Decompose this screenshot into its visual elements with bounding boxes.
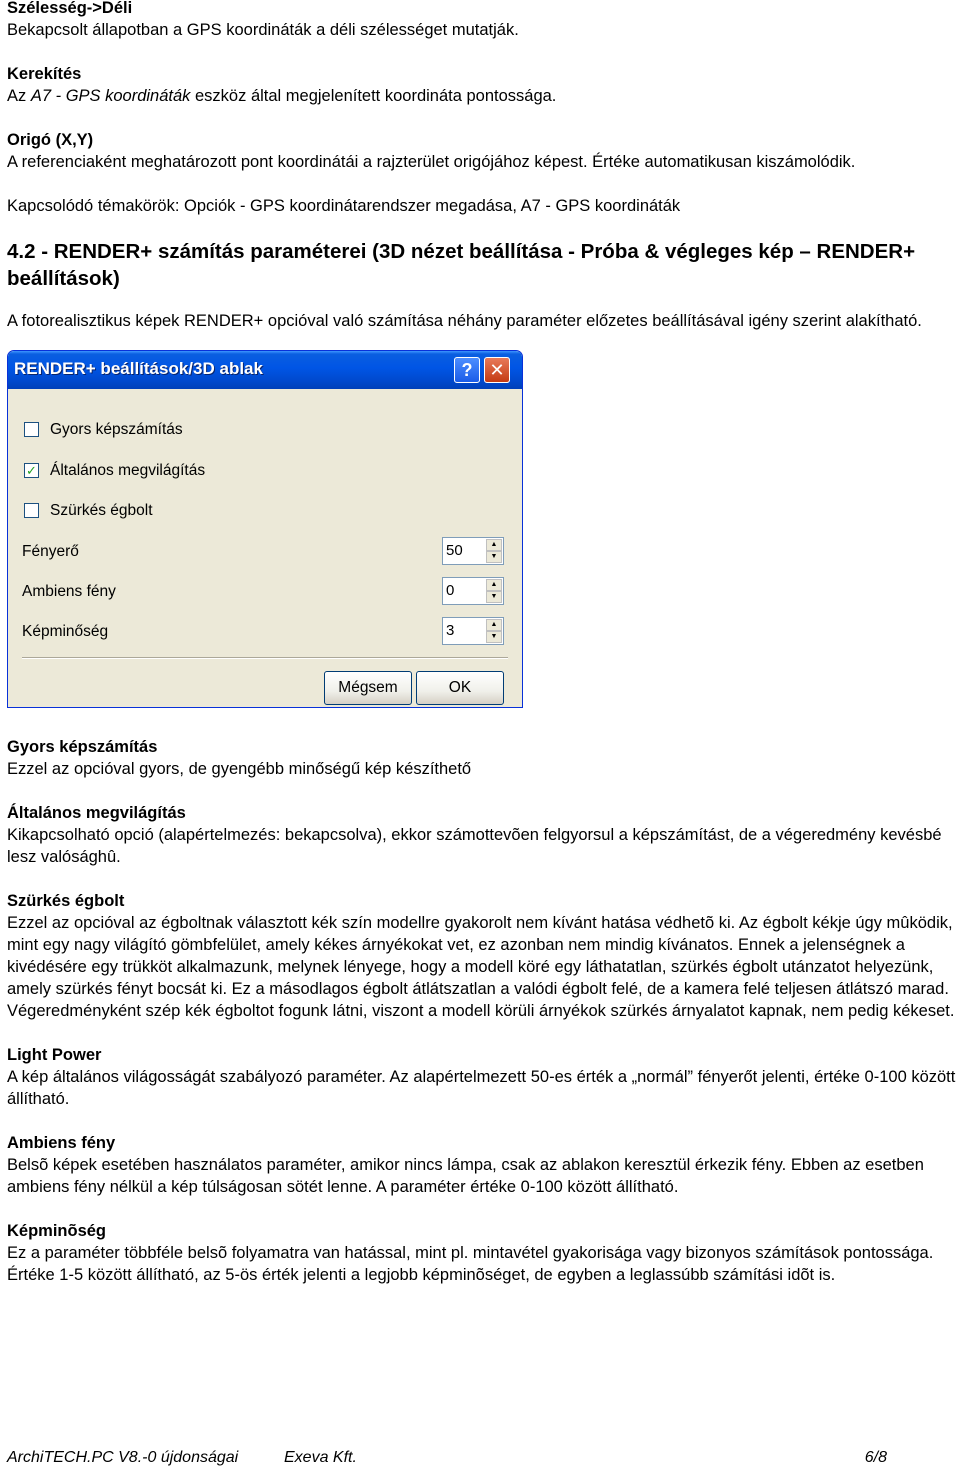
section-szelesseg-deli bbox=[7, 0, 957, 41]
stepper-value[interactable]: 50 bbox=[446, 542, 463, 559]
help-button[interactable]: ? bbox=[454, 357, 480, 383]
arrow-up-icon[interactable]: ▲ bbox=[486, 539, 502, 551]
stepper-arrows bbox=[486, 619, 502, 643]
document-page bbox=[7, 0, 957, 1308]
section-light-power bbox=[7, 1044, 957, 1110]
section-heading: Szélesség->Déli bbox=[7, 0, 133, 17]
section-altalanos-megvilagitas bbox=[7, 802, 957, 868]
section-body: Ezzel az opcióval gyors, de gyengébb minőségű kép készíthető bbox=[7, 760, 472, 778]
page-footer bbox=[7, 1447, 887, 1469]
section-body: Ezzel az opcióval az égboltnak választott kék szín modellre gyakorolt nem kívánt hatása védhetõ ki. Az égbolt kékje úgy mûködik, mint egy nagy világító gömbfelület, amely kékes árnyékokat vet, ez azonban nem mindig kívánatos. Ennek a jelenségnek a kivédésére egy trükköt alkalmazunk, melynek lényege, hogy a modell köré egy láthatatlan, szürkés égbolt utánzatot helyezünk, amely szürkés fényt bocsát ki. Ez a másodlagos égbolt átlátszatlan a valódi égbolt felé, de a kamera felé teljesen átlátszó marad. Végeredményként szép kék égboltot fogunk látni, viszont a modell körüli árnyékok szürkés árnyalatot kapnak, nem pedig kékeset. bbox=[7, 914, 955, 1020]
section-origo bbox=[7, 129, 957, 173]
section-gyors-kepszamitas bbox=[7, 736, 957, 780]
checkbox-label: Általános megvilágítás bbox=[50, 462, 206, 479]
section-heading: Gyors képszámítás bbox=[7, 738, 158, 756]
checkmark-icon[interactable]: ✓ bbox=[24, 463, 39, 478]
arrow-up-icon[interactable]: ▲ bbox=[486, 619, 502, 631]
section-ambiens-feny bbox=[7, 1132, 957, 1198]
spinner-label-ambiens: Ambiens fény bbox=[22, 583, 116, 600]
body-text: Az bbox=[7, 87, 31, 105]
checkbox-box[interactable] bbox=[24, 422, 39, 437]
tool-name: A7 - GPS koordináták bbox=[30, 87, 191, 105]
checkbox-label: Szürkés égbolt bbox=[50, 502, 153, 519]
arrow-down-icon[interactable]: ▼ bbox=[486, 631, 502, 643]
cancel-button[interactable]: Mégsem bbox=[324, 671, 412, 705]
section-body: A referenciaként meghatározott pont koordinátái a rajzterület origójához képest. Értéke automatikusan kiszámolódik. bbox=[7, 153, 856, 171]
footer-product: ArchiTECH.PC V8.-0 újdonságai bbox=[7, 1449, 239, 1466]
related-topics: Kapcsolódó témakörök: Opciók - GPS koordinátarendszer megadása, A7 - GPS koordináták bbox=[7, 197, 681, 215]
checkbox-box[interactable] bbox=[24, 503, 39, 518]
body-text: eszköz által megjelenített koordináta pontossága. bbox=[190, 87, 557, 105]
spinner-label-kepminoseg: Képminőség bbox=[22, 623, 109, 640]
close-button[interactable]: ✕ bbox=[484, 357, 510, 383]
section-heading: Origó (X,Y) bbox=[7, 131, 94, 149]
section-heading: Általános megvilágítás bbox=[7, 804, 186, 822]
kepminoseg-stepper[interactable] bbox=[442, 617, 504, 645]
footer-company: Exeva Kft. bbox=[284, 1449, 357, 1466]
section-heading: Ambiens fény bbox=[7, 1134, 116, 1152]
stepper-value[interactable]: 0 bbox=[446, 582, 455, 599]
section-heading: Kerekítés bbox=[7, 65, 82, 83]
spinner-label-fenyero: Fényerő bbox=[22, 543, 79, 560]
section-body: Kikapcsolható opció (alapértelmezés: bekapcsolva), ekkor számottevõen felgyorsul a képszámítást, de a végeredmény kevésbé lesz valósághû. bbox=[7, 826, 942, 866]
intro-paragraph: A fotorealisztikus képek RENDER+ opcióval való számítása néhány paraméter előzetes beállításával igény szerint alakítható. bbox=[7, 312, 922, 330]
checkbox-label: Gyors képszámítás bbox=[50, 421, 183, 438]
fenyero-stepper[interactable] bbox=[442, 537, 504, 565]
divider bbox=[22, 657, 508, 659]
stepper-value[interactable]: 3 bbox=[446, 622, 455, 639]
dialog-title: RENDER+ beállítások/3D ablak bbox=[14, 359, 263, 378]
arrow-down-icon[interactable]: ▼ bbox=[486, 591, 502, 603]
section-kerekites bbox=[7, 63, 957, 107]
chapter-title: 4.2 - RENDER+ számítás paraméterei (3D nézet beállítása - Próba & végleges kép – RENDER+ beállítások) bbox=[7, 240, 916, 290]
dialog-body bbox=[8, 389, 522, 707]
arrow-down-icon[interactable]: ▼ bbox=[486, 551, 502, 563]
stepper-arrows bbox=[486, 539, 502, 563]
section-body bbox=[7, 85, 957, 107]
stepper-arrows bbox=[486, 579, 502, 603]
section-body: A kép általános világosságát szabályozó paraméter. Az alapértelmezett 50-es érték a „normál” fényerőt jelenti, értéke 0-100 között állítható. bbox=[7, 1068, 956, 1108]
section-body: Belsõ képek esetében használatos paraméter, amikor nincs lámpa, csak az ablakon keresztül érkezik fény. Ebben az esetben ambiens fény nélkül a kép túlságosan sötét lenne. A paraméter értéke 0-100 között állítható. bbox=[7, 1156, 924, 1196]
section-body: Ez a paraméter többféle belsõ folyamatra van hatással, mint pl. mintavétel gyakorisága vagy bizonyos számítások pontossága. Értéke 1-5 között állítható, az 5-ös érték jelenti a legjobb képminõséget, de egyben a leglassúbb számítási idõt is. bbox=[7, 1244, 934, 1284]
section-kepminoseg bbox=[7, 1220, 957, 1286]
section-body: Bekapcsolt állapotban a GPS koordináták a déli szélességet mutatják. bbox=[7, 21, 519, 39]
render-settings-dialog bbox=[7, 350, 523, 708]
section-szurkes-egbolt bbox=[7, 890, 957, 1022]
dialog-title-bar bbox=[8, 351, 522, 389]
ok-button[interactable]: OK bbox=[416, 671, 504, 705]
page-number: 6/8 bbox=[864, 1449, 887, 1466]
ambiens-feny-stepper[interactable] bbox=[442, 577, 504, 605]
section-heading: Light Power bbox=[7, 1046, 102, 1064]
section-heading: Képminõség bbox=[7, 1222, 107, 1240]
section-heading: Szürkés égbolt bbox=[7, 892, 125, 910]
arrow-up-icon[interactable]: ▲ bbox=[486, 579, 502, 591]
